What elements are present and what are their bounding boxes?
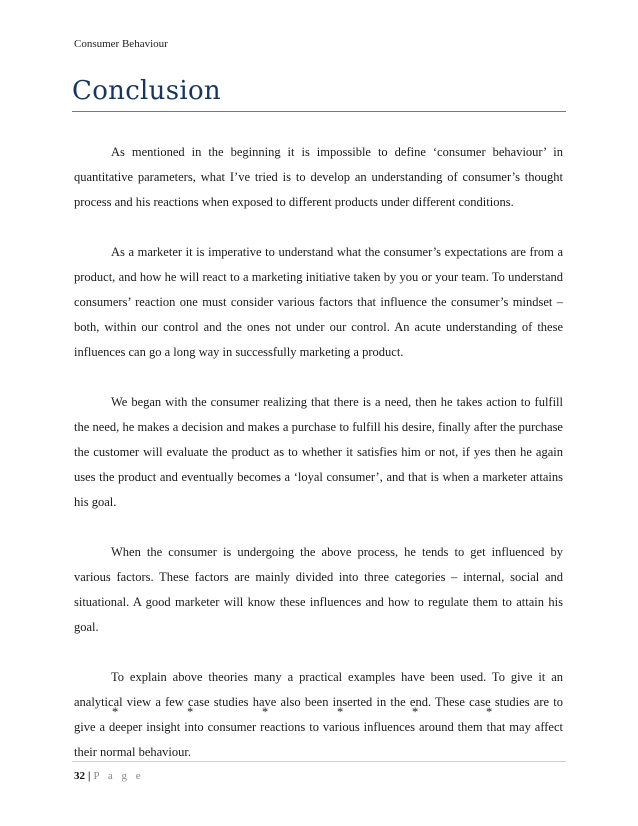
separator-star: * [412,705,419,719]
footer-rule [72,761,566,762]
star-separator [74,700,563,725]
separator-star: * [486,705,493,719]
paragraph-3: We began with the consumer realizing that there is a need, then he takes action to fulfill the need, he makes a decision and makes a purchase to fulfill his desire, finally after the purchase the customer will evaluate the product as to whether it satisfies him or not, if yes then he again uses the product and eventually becomes a ‘loyal consumer’, and that is when a marketer attains his goal. [74,395,563,509]
separator-star: * [187,705,194,719]
paragraph-2: As a marketer it is imperative to understand what the consumer’s expectations are from a product, and how he will react to a marketing initiative taken by you or your team. To understand consumers’ reaction one must consider various factors that influence the consumer’s mindset – both, within our control and the ones not under our control. An acute understanding of these influences can go a long way in successfully marketing a product. [74,245,563,359]
body-text [74,140,563,790]
section-title: Conclusion [72,76,221,106]
running-header: Consumer Behaviour [74,38,168,50]
page-footer [74,769,144,783]
title-underline [72,111,566,112]
paragraph-1: As mentioned in the beginning it is impossible to define ‘consumer behaviour’ in quantitative parameters, what I’ve tried is to develop an understanding of consumer’s thought process and his reactions when exposed to different products under different conditions. [74,145,563,209]
separator-star: * [262,705,269,719]
paragraph-5: To explain above theories many a practical examples have been used. To give it an analytical view a few case studies have also been inserted in the end. These case studies are to give a deeper insight into consumer reactions to various influences around them that may affect their normal behaviour. [74,670,563,759]
footer-separator: | [88,770,91,782]
page-number: 32 [74,770,85,782]
separator-star: * [337,705,344,719]
paragraph-4: When the consumer is undergoing the above process, he tends to get influenced by various factors. These factors are mainly divided into three categories – internal, social and situational. A good marketer will know these influences and how to regulate them to attain his goal. [74,545,563,634]
separator-star: * [112,705,119,719]
page-word: P a g e [93,770,144,782]
